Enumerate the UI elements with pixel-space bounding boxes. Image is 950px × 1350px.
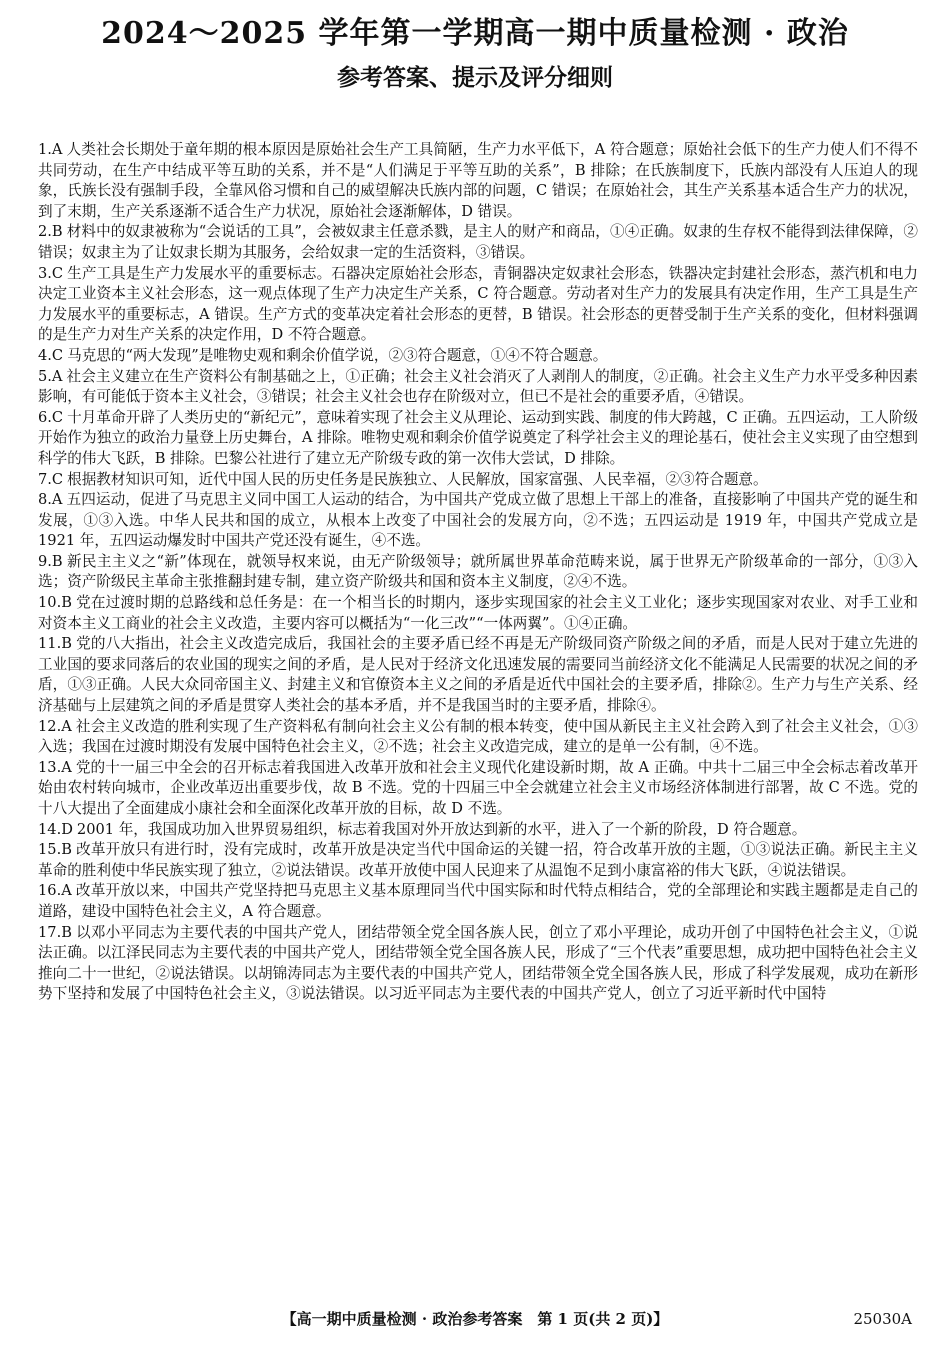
answer-list xyxy=(38,140,918,1005)
answer-explanation: 改革开放以来，中国共产党坚持把马克思主义基本原理同当代中国实际和时代特点相结合，党的全部理论和实践主题都是走自己的道路，建设中国特色社会主义，A 符合题意。 xyxy=(38,882,918,920)
answer-item xyxy=(38,820,918,841)
answer-item xyxy=(38,593,918,634)
answer-item xyxy=(38,264,918,346)
answer-item xyxy=(38,346,918,367)
answer-number: 4.C xyxy=(38,346,64,364)
document-code: 25030A xyxy=(853,1310,912,1328)
answer-explanation: 2001 年，我国成功加入世界贸易组织，标志着我国对外开放达到新的水平，进入了一个新的阶段，D 符合题意。 xyxy=(76,820,807,838)
answer-number: 6.C xyxy=(38,408,64,426)
answer-number: 14.D xyxy=(38,820,73,838)
page-subtitle: 参考答案、提示及评分细则 xyxy=(337,64,613,91)
answer-item xyxy=(38,470,918,491)
answer-number: 8.A xyxy=(38,491,63,509)
answer-explanation: 社会主义建立在生产资料公有制基础之上，①正确；社会主义社会消灭了人剥削人的制度，②正确。社会主义生产力水平受多种因素影响，有可能低于资本主义社会，③错误；社会主义社会也存在阶级对立，但已不是社会的重要矛盾，④错误。 xyxy=(38,367,918,406)
answer-explanation: 马克思的“两大发现”是唯物史观和剩余价值学说，②③符合题意，①④不符合题意。 xyxy=(67,346,608,364)
answer-explanation: 人类社会长期处于童年期的根本原因是原始社会生产工具简陋，生产力水平低下，A 符合题意；原始社会低下的生产力使人们不得不共同劳动，在生产中结成平等互助的关系，并不是“人们满足于平等互助的关系”，B 排除；在氏族制度下，氏族内部没有人压迫人的现象，氏族长没有强制手段，全靠风俗习惯和自己的威望解决氏族内部的问题，C 错误；在原始社会，其生产关系基本适合生产力的状况，到了末期，生产关系逐渐不适合生产力状况，原始社会逐渐解体，D 错误。 xyxy=(38,141,918,220)
answer-explanation: 党的十一届三中全会的召开标志着我国进入改革开放和社会主义现代化建设新时期，故 A 正确。中共十二届三中全会标志着改革开始由农村转向城市，企业改革迈出重要步伐，故 B 不选。党的十四届三中全会就建立社会主义市场经济体制进行部署，故 C 不选。党的十八大提出了全面建成小康社会和全面深化改革开放的目标，故 D 不选。 xyxy=(38,758,918,817)
answer-item xyxy=(38,367,918,408)
answer-explanation: 十月革命开辟了人类历史的“新纪元”，意味着实现了社会主义从理论、运动到实践、制度的伟大跨越，C 正确。五四运动，工人阶级开始作为独立的政治力量登上历史舞台，A 排除。唯物史观和剩余价值学说奠定了科学社会主义的理论基石，使社会主义实现了由空想到科学的伟大飞跃，B 排除。巴黎公社进行了建立无产阶级专政的第一次伟大尝试，D 排除。 xyxy=(38,408,918,467)
answer-item xyxy=(38,840,918,881)
answer-item xyxy=(38,140,918,222)
answer-explanation: 社会主义改造的胜利实现了生产资料私有制向社会主义公有制的根本转变，使中国从新民主主义社会跨入到了社会主义社会，①③入选；我国在过渡时期没有发展中国特色社会主义，②不选；社会主义改造完成，建立的是单一公有制，④不选。 xyxy=(38,717,918,756)
page-footer: 【高一期中质量检测 · 政治参考答案 第 1 页(共 2 页)】 xyxy=(281,1310,669,1328)
answer-item xyxy=(38,408,918,470)
answer-explanation: 党在过渡时期的总路线和总任务是：在一个相当长的时期内，逐步实现国家的社会主义工业化；逐步实现国家对农业、对手工业和对资本主义工商业的社会主义改造，主要内容可以概括为“一化三改”“一体两翼”。①④正确。 xyxy=(38,594,918,632)
answer-explanation: 党的八大指出，社会主义改造完成后，我国社会的主要矛盾已经不再是无产阶级同资产阶级之间的矛盾，而是人民对于建立先进的工业国的要求同落后的农业国的现实之间的矛盾，是人民对于经济文化迅速发展的需要同当前经济文化不能满足人民需要的状况之间的矛盾，①③正确。人民大众同帝国主义、封建主义和官僚资本主义之间的矛盾是近代中国社会的主要矛盾，排除②。生产力与生产关系、经济基础与上层建筑之间的矛盾是贯穿人类社会的基本矛盾，并不是我国当时的主要矛盾，排除④。 xyxy=(38,635,918,715)
answer-explanation: 新民主主义之“新”体现在，就领导权来说，由无产阶级领导；就所属世界革命范畴来说，属于世界无产阶级革命的一部分，①③入选；资产阶级民主革命主张推翻封建专制，建立资产阶级共和国和资本主义制度，②④不选。 xyxy=(38,552,918,591)
answer-item xyxy=(38,881,918,922)
page-title: 2024～2025 学年第一学期高一期中质量检测 · 政治 xyxy=(101,16,849,51)
answer-item xyxy=(38,222,918,263)
answer-explanation: 生产工具是生产力发展水平的重要标志。石器决定原始社会形态，青铜器决定奴隶社会形态，铁器决定封建社会形态，蒸汽机和电力决定工业资本主义社会形态，这一观点体现了生产力决定生产关系，C 符合题意。劳动者对生产力的发展具有决定作用，生产工具是生产力发展水平的重要标志，A 错误。生产方式的变革决定着社会形态的更替，B 错误。社会形态的更替受制于生产关系的变化，但材料强调的是生产力对生产关系的决定作用，D 不符合题意。 xyxy=(38,264,918,344)
answer-number: 9.B xyxy=(38,552,63,570)
answer-item xyxy=(38,923,918,1005)
answer-explanation: 五四运动，促进了马克思主义同中国工人运动的结合，为中国共产党成立做了思想上干部上的准备，直接影响了中国共产党的诞生和发展，①③入选。中华人民共和国的成立，从根本上改变了中国社会的发展方向，②不选；五四运动是 1919 年，中国共产党成立是 1921 年，五四运动爆发时中国共产党还没有诞生，④不选。 xyxy=(38,491,918,550)
answer-item xyxy=(38,552,918,593)
answer-number: 12.A xyxy=(38,717,72,735)
answer-number: 7.C xyxy=(38,470,64,488)
answer-explanation: 改革开放只有进行时，没有完成时，改革开放是决定当代中国命运的关键一招，符合改革开放的主题，①③说法正确。新民主主义革命的胜利使中华民族实现了独立，②说法错误。改革开放使中国人民迎来了从温饱不足到小康富裕的伟大飞跃，④说法错误。 xyxy=(38,841,918,879)
answer-explanation: 根据教材知识可知，近代中国人民的历史任务是民族独立、人民解放，国家富强、人民幸福，②③符合题意。 xyxy=(67,470,768,488)
answer-number: 15.B xyxy=(38,841,72,859)
answer-item xyxy=(38,717,918,758)
answer-number: 16.A xyxy=(38,882,72,900)
answer-explanation: 以邓小平同志为主要代表的中国共产党人，团结带领全党全国各族人民，创立了邓小平理论，成功开创了中国特色社会主义，①说法正确。以江泽民同志为主要代表的中国共产党人，团结带领全党全国各族人民，形成了“三个代表”重要思想，成功把中国特色社会主义推向二十一世纪，②说法错误。以胡锦涛同志为主要代表的中国共产党人，团结带领全党全国各族人民，形成了科学发展观，成功在新形势下坚持和发展了中国特色社会主义，③说法错误。以习近平同志为主要代表的中国共产党人，创立了习近平新时代中国特 xyxy=(38,923,918,1003)
answer-number: 13.A xyxy=(38,758,72,776)
answer-item xyxy=(38,634,918,716)
answer-number: 17.B xyxy=(38,923,72,941)
answer-number: 5.A xyxy=(38,367,63,385)
answer-number: 11.B xyxy=(38,635,72,653)
answer-number: 2.B xyxy=(38,223,63,241)
answer-item xyxy=(38,490,918,552)
answer-number: 10.B xyxy=(38,594,72,612)
answer-explanation: 材料中的奴隶被称为“会说话的工具”，会被奴隶主任意杀戮，是主人的财产和商品，①④正确。奴隶的生存权不能得到法律保障，②错误；奴隶主为了让奴隶长期为其服务，会给奴隶一定的生活资料，③错误。 xyxy=(38,223,918,261)
answer-number: 3.C xyxy=(38,264,64,282)
answer-item xyxy=(38,758,918,820)
answer-number: 1.A xyxy=(38,141,63,158)
